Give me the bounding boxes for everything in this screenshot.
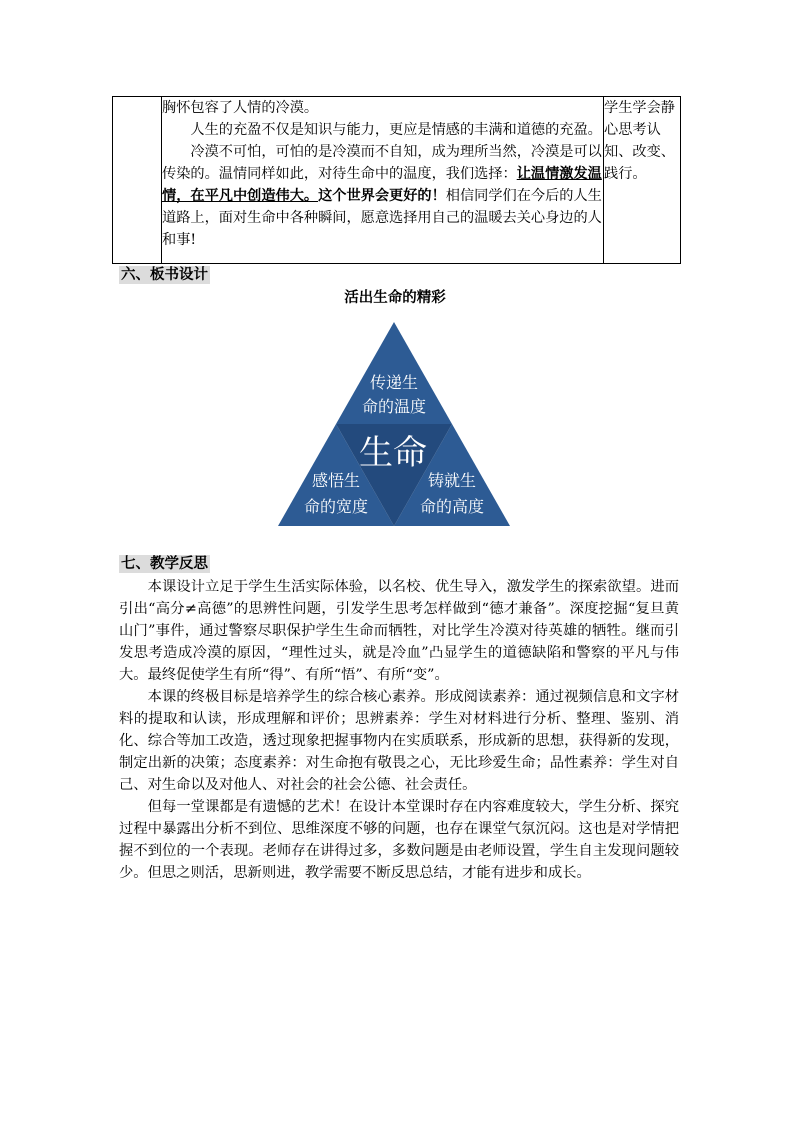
right-label-line1: 铸就生 — [427, 471, 477, 490]
left-label-line2: 命的宽度 — [303, 497, 369, 516]
section-heading: 六、板书设计 — [121, 266, 208, 283]
emphasis-bold-text: 这个世界会更好的！ — [318, 188, 446, 204]
top-label-line1: 传递生 — [369, 373, 419, 392]
table-content-cell — [162, 97, 604, 264]
life-triangle-diagram — [276, 322, 512, 526]
content-paragraph — [162, 141, 603, 251]
section-heading: 七、教学反思 — [121, 555, 208, 572]
content-paragraph: 胸怀包容了人情的冷漠。 — [162, 100, 319, 116]
center-label: 生命 — [359, 433, 427, 473]
content-paragraph: 人生的充盈不仅是知识与能力，更应是情感的丰满和道德的充盈。 — [190, 122, 602, 138]
reflection-paragraph: 本课的终极目标是培养学生的综合核心素养。形成阅读素养：通过视频信息和文字材料的提取和认读，形成理解和评价；思辨素养：学生对材料进行分析、整理、鉴别、消化、综合等加工改造，透过现象把握事物内在实质联系，形成新的思想，获得新的发现，制定出新的决策；态度素养：对生命抱有敬畏之心，无比珍爱生命；品性素养：学生对自己、对生命以及对他人、对社会的社会公德、社会责任。 — [119, 689, 679, 793]
top-label-line2: 命的温度 — [361, 397, 427, 416]
content-text: 冷漠不可怕，可怕的是冷漠而不自知，成为理所当然，冷漠是可以传染的。温情同样如此，对待生命中的温度，我们选择： — [162, 144, 602, 182]
lesson-table — [112, 96, 681, 264]
table-row-header-cell — [113, 97, 162, 264]
content-text: 相信同学们在今后的人生道路上，面对生命中各种瞬间，愿意选择用自己的温暖去关心身边的人和事! — [162, 188, 602, 248]
table-note-cell: 学生学会静心思考认知、改变、践行。 — [604, 97, 681, 264]
reflection-body — [119, 576, 679, 884]
right-label-line2: 命的高度 — [419, 497, 485, 516]
reflection-paragraph: 本课设计立足于学生生活实际体验，以名校、优生导入，激发学生的探索欲望。进而引出“高分≠高德”的思辨性问题，引发学生思考怎样做到“德才兼备”。深度挖掘“复旦黄山门”事件，通过警察尽职保护学生生命而牺牲，对比学生冷漠对待英雄的牺牲。继而引发思考造成冷漠的原因，“理性过头，就是冷血”凸显学生的道德缺陷和警察的平凡与伟大。最终促使学生有所“得”、有所“悟”、有所“变”。 — [119, 579, 679, 683]
diagram-title: 活出生命的精彩 — [344, 289, 446, 306]
emphasis-underlined-text: 让温情激发温情，在平凡中创造伟大。 — [162, 166, 602, 204]
left-label-line1: 感悟生 — [311, 471, 361, 490]
reflection-paragraph: 但每一堂课都是有遗憾的艺术！在设计本堂课时存在内容难度较大，学生分析、探究过程中暴露出分析不到位、思维深度不够的问题，也存在课堂气氛沉闷。这也是对学情把握不到位的一个表现。老师存在讲得过多，多数问题是由老师设置，学生自主发现问题较少。但思之则活，思新则进，教学需要不断反思总结，才能有进步和成长。 — [119, 799, 679, 881]
